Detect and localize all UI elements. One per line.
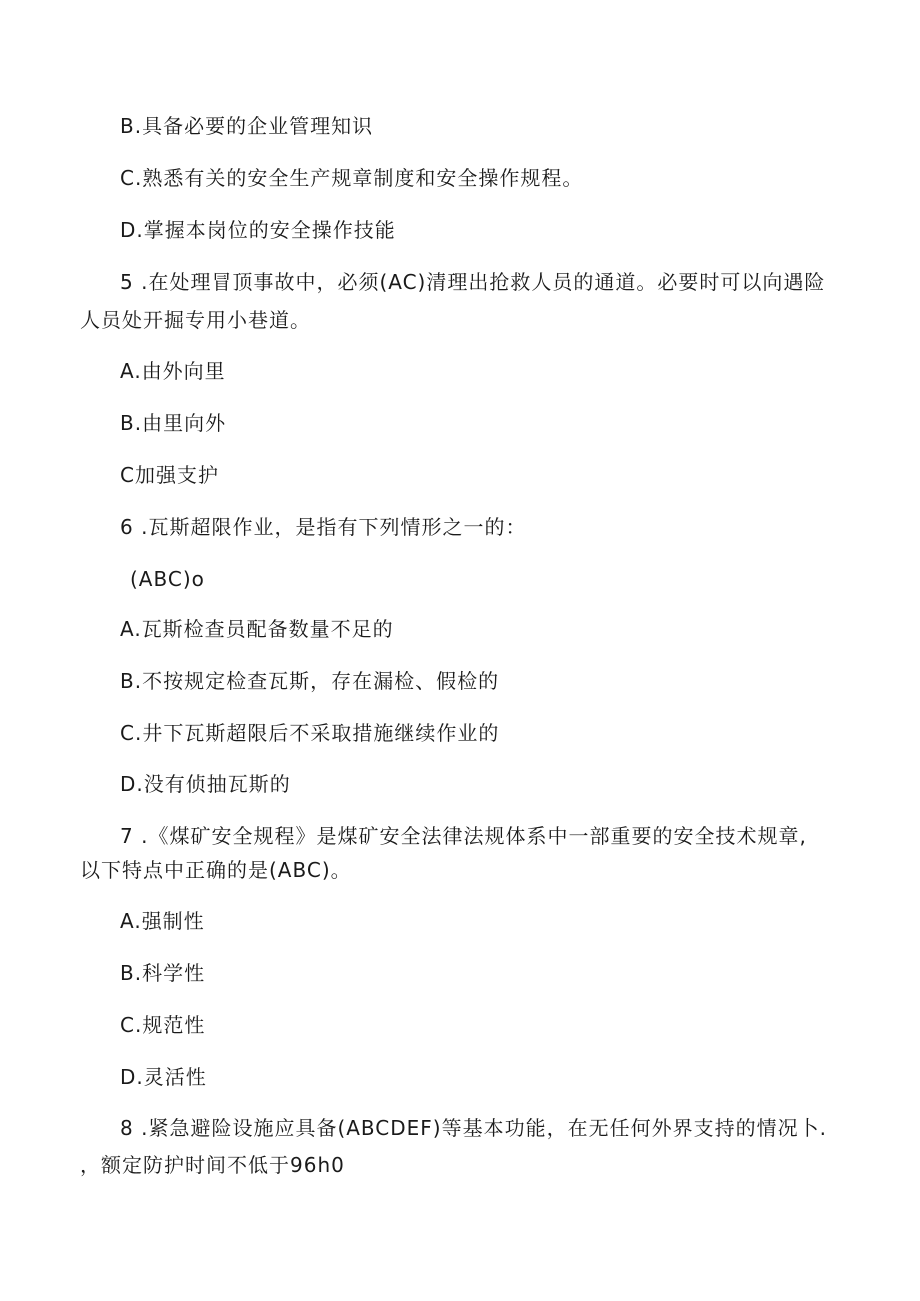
option-b-line: B.科学性: [120, 961, 206, 985]
option-d-line: D.灵活性: [120, 1065, 207, 1089]
option-a-line: A.由外向里: [120, 359, 226, 383]
option-a-line: A.强制性: [120, 909, 205, 933]
option-b-line: B.不按规定检查瓦斯，存在漏检、假检的: [120, 669, 500, 693]
question-5-line-1: 5 .在处理冒顶事故中，必须(AC)清理出抢救人员的通道。必要时可以向遇险: [120, 270, 826, 294]
option-c-line: C.井下瓦斯超限后不采取措施继续作业的: [120, 721, 500, 745]
question-8-line-2: ，额定防护时间不低于96h0: [80, 1153, 345, 1177]
option-d-line: D.没有侦抽瓦斯的: [120, 772, 291, 796]
option-c-line: C加强支护: [120, 463, 219, 487]
question-5-line-2: 人员处开掘专用小巷道。: [80, 308, 311, 332]
option-c-line: C.熟悉有关的安全生产规章制度和安全操作规程。: [120, 166, 584, 190]
question-6-line-1: 6 .瓦斯超限作业，是指有下列情形之一的：: [120, 515, 527, 539]
question-6-answer: (ABC)o: [130, 567, 205, 591]
option-b-line: B.具备必要的企业管理知识: [120, 114, 374, 138]
option-a-line: A.瓦斯检查员配备数量不足的: [120, 617, 394, 641]
question-8-line-1: 8 .紧急避险设施应具备(ABCDEF)等基本功能，在无任何外界支持的情况卜.: [120, 1116, 827, 1140]
question-7-line-1: 7 .《煤矿安全规程》是煤矿安全法律法规体系中一部重要的安全技术规章,: [120, 824, 807, 848]
option-d-line: D.掌握本岗位的安全操作技能: [120, 218, 396, 242]
option-b-line: B.由里向外: [120, 411, 227, 435]
question-7-line-2: 以下特点中正确的是(ABC)。: [80, 858, 352, 882]
option-c-line: C.规范性: [120, 1013, 206, 1037]
